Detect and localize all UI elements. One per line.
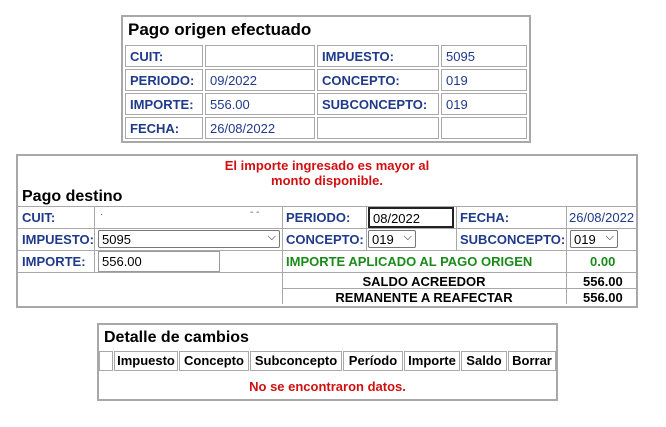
importe-aplicado-label: IMPORTE APLICADO AL PAGO ORIGEN bbox=[286, 254, 533, 269]
origen-concepto-label: CONCEPTO: bbox=[317, 69, 439, 91]
impuesto-select-value: 5095 bbox=[102, 232, 131, 247]
concepto-select-value: 019 bbox=[372, 232, 394, 247]
destino-concepto-label: CONCEPTO: bbox=[286, 232, 364, 247]
saldo-acreedor-value: 556.00 bbox=[583, 274, 623, 289]
origen-subconcepto-value: 019 bbox=[441, 93, 527, 115]
concepto-select[interactable] bbox=[368, 230, 416, 248]
origen-periodo-label: PERIODO: bbox=[125, 69, 203, 91]
pago-destino-panel bbox=[16, 154, 638, 308]
column-header-blank bbox=[99, 351, 113, 371]
origen-cuit-value bbox=[205, 45, 315, 67]
origen-fecha-value: 26/08/2022 bbox=[205, 117, 315, 139]
error-message-line1: El importe ingresado es mayor al bbox=[224, 158, 430, 173]
empty-state-message: No se encontraron datos. bbox=[249, 379, 406, 394]
column-header-concepto: Concepto bbox=[179, 351, 249, 371]
column-header-periodo: Período bbox=[343, 351, 403, 371]
origen-empty-cell bbox=[441, 117, 527, 139]
pago-origen-title: Pago origen efectuado bbox=[128, 20, 312, 39]
destino-fecha-value: 26/08/2022 bbox=[569, 210, 635, 225]
error-message-line2: monto disponible. bbox=[271, 173, 383, 188]
destino-cuit-label: CUIT: bbox=[22, 210, 56, 225]
origen-importe-label: IMPORTE: bbox=[125, 93, 203, 115]
destino-cuit-field[interactable]: · - - bbox=[100, 207, 260, 220]
divider bbox=[94, 206, 95, 272]
impuesto-select[interactable] bbox=[98, 230, 280, 248]
origen-empty-cell bbox=[317, 117, 439, 139]
origen-subconcepto-label: SUBCONCEPTO: bbox=[317, 93, 439, 115]
origen-fecha-label: FECHA: bbox=[125, 117, 203, 139]
column-header-borrar: Borrar bbox=[508, 351, 556, 371]
destino-impuesto-label: IMPUESTO: bbox=[22, 232, 94, 247]
origen-concepto-value: 019 bbox=[441, 69, 527, 91]
remanente-label: REMANENTE A REAFECTAR bbox=[335, 290, 513, 305]
origen-periodo-value: 09/2022 bbox=[205, 69, 315, 91]
destino-importe-input[interactable]: 556.00 bbox=[98, 251, 220, 272]
subconcepto-select-value: 019 bbox=[574, 232, 596, 247]
detalle-cambios-panel bbox=[97, 323, 558, 401]
importe-aplicado-value: 0.00 bbox=[590, 254, 616, 269]
pago-origen-table bbox=[123, 43, 529, 141]
chevron-down-icon: ⌵ bbox=[403, 231, 412, 243]
origen-impuesto-value: 5095 bbox=[441, 45, 527, 67]
column-header-impuesto: Impuesto bbox=[114, 351, 178, 371]
column-header-importe: Importe bbox=[404, 351, 460, 371]
subconcepto-select[interactable] bbox=[570, 230, 618, 248]
divider bbox=[366, 206, 367, 250]
destino-importe-label: IMPORTE: bbox=[22, 254, 86, 269]
pago-destino-title: Pago destino bbox=[22, 188, 123, 205]
origen-impuesto-label: IMPUESTO: bbox=[317, 45, 439, 67]
destino-fecha-label: FECHA: bbox=[460, 210, 510, 225]
saldo-acreedor-label: SALDO ACREEDOR bbox=[362, 274, 486, 289]
divider bbox=[566, 206, 567, 304]
origen-cuit-label: CUIT: bbox=[125, 45, 203, 67]
destino-periodo-label: PERIODO: bbox=[286, 210, 351, 225]
divider bbox=[18, 228, 636, 229]
pago-origen-panel bbox=[121, 15, 531, 143]
chevron-down-icon: ⌵ bbox=[605, 231, 614, 243]
divider bbox=[18, 272, 636, 273]
column-header-saldo: Saldo bbox=[461, 351, 507, 371]
chevron-down-icon: ⌵ bbox=[267, 231, 276, 243]
detalle-title: Detalle de cambios bbox=[104, 329, 249, 346]
destino-subconcepto-label: SUBCONCEPTO: bbox=[460, 232, 566, 247]
origen-importe-value: 556.00 bbox=[205, 93, 315, 115]
remanente-value: 556.00 bbox=[583, 290, 623, 305]
divider bbox=[456, 206, 457, 250]
column-header-subconcepto: Subconcepto bbox=[250, 351, 342, 371]
destino-periodo-input[interactable]: 08/2022 bbox=[368, 207, 454, 228]
